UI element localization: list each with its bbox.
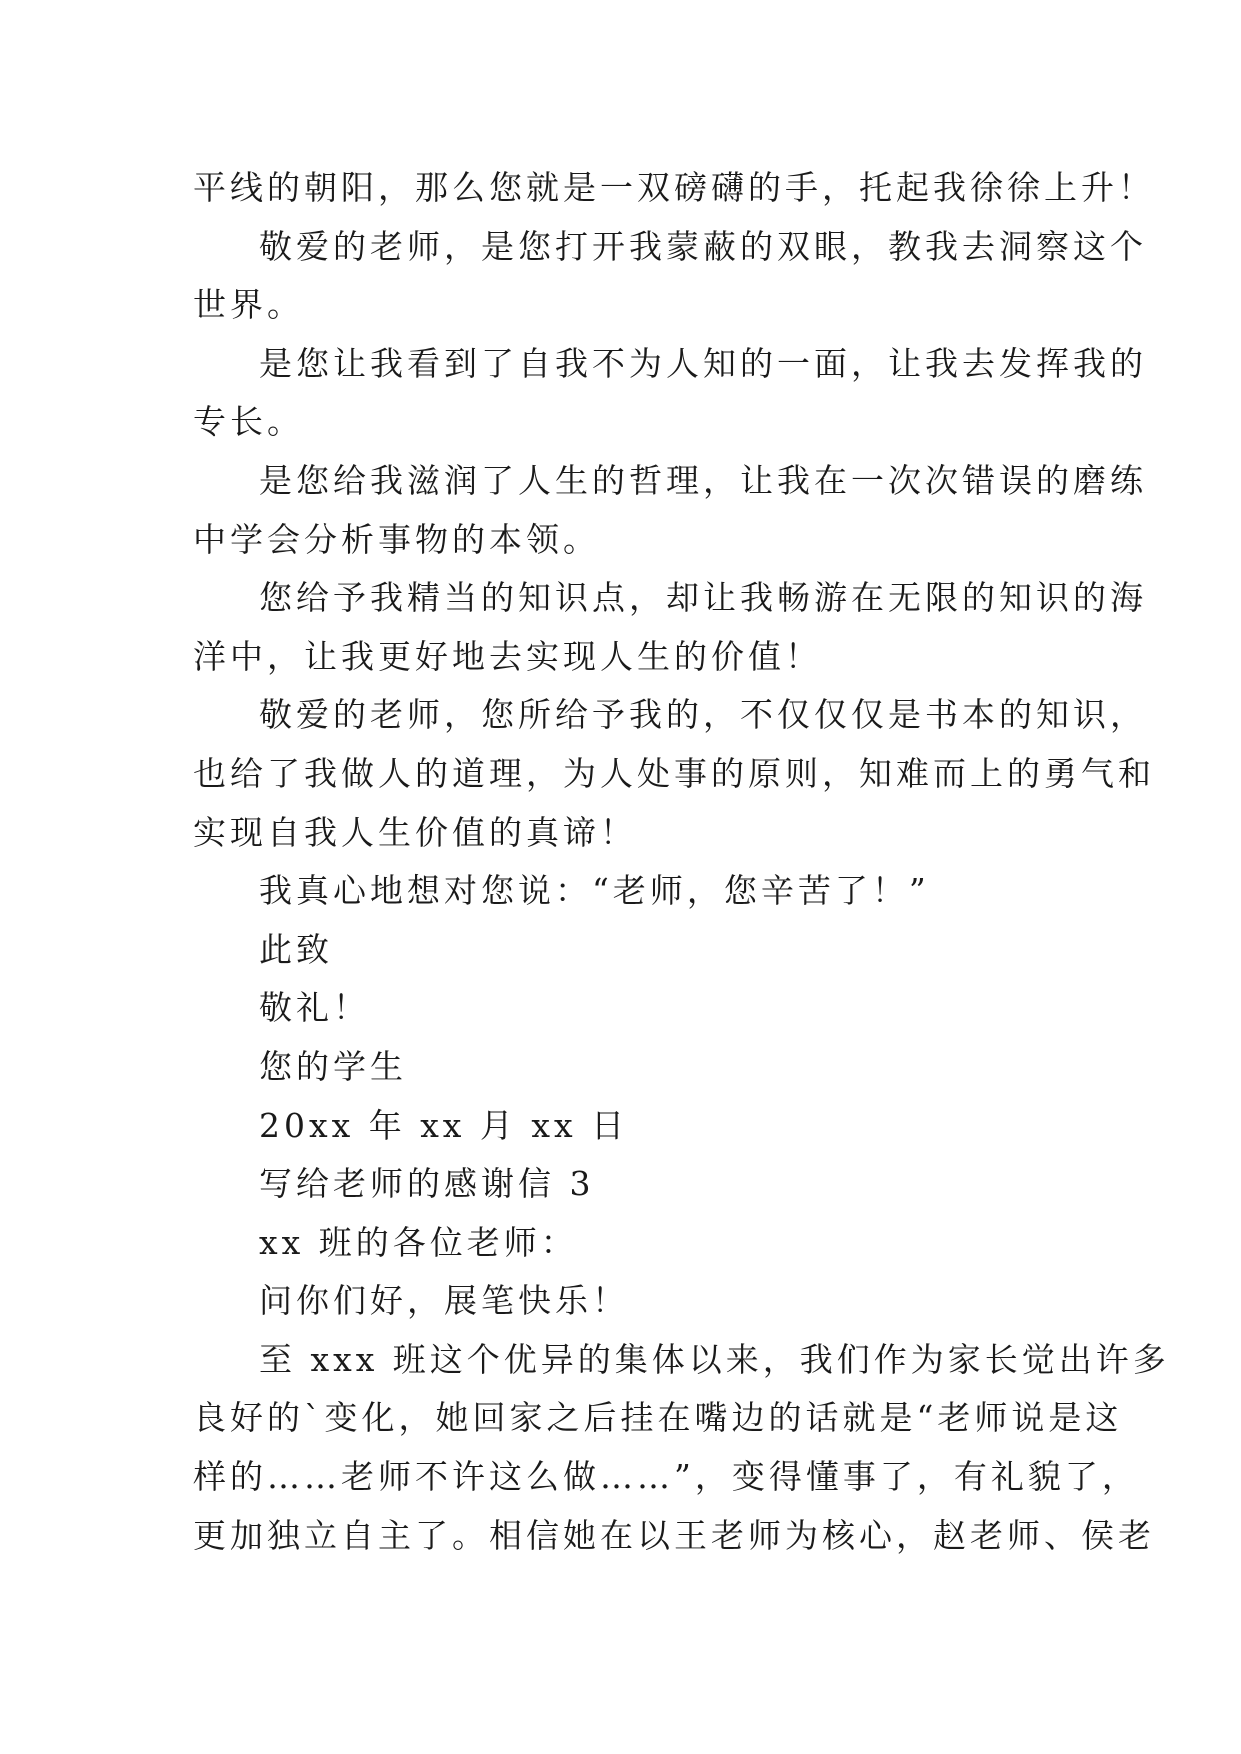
text-line: 我真心地想对您说：“老师，您辛苦了！” (259, 871, 930, 911)
text-line: 也给了我做人的道理，为人处事的原则，知难而上的勇气和 (193, 753, 1155, 793)
text-line: 平线的朝阳，那么您就是一双磅礴的手，托起我徐徐上升！ (193, 168, 1155, 207)
text-line: 至 xxx 班这个优异的集体以来，我们作为家长觉出许多 (259, 1339, 1170, 1379)
text-line: 是您给我滋润了人生的哲理，让我在一次次错误的磨练 (259, 460, 1147, 500)
text-line: 实现自我人生价值的真谛！ (193, 812, 637, 852)
text-line: 世界。 (193, 285, 304, 325)
text-line: 是您让我看到了自我不为人知的一面，让我去发挥我的 (259, 343, 1147, 383)
text-line: 您给予我精当的知识点，却让我畅游在无限的知识的海 (259, 578, 1147, 618)
text-line: 敬爱的老师，是您打开我蒙蔽的双眼，教我去洞察这个 (259, 226, 1147, 266)
text-line: 更加独立自主了。相信她在以王老师为核心，赵老师、侯老 (193, 1515, 1155, 1555)
text-line: 问你们好，展笔快乐！ (259, 1281, 629, 1321)
text-line: 20xx 年 xx 月 xx 日 (259, 1105, 629, 1145)
letter-body (193, 159, 1170, 1565)
text-line: 洋中，让我更好地去实现人生的价值！ (193, 636, 822, 676)
text-line: 写给老师的感谢信 3 (259, 1164, 595, 1204)
text-line: 您的学生 (259, 1046, 407, 1086)
text-line: 专长。 (193, 402, 304, 442)
text-line: 敬爱的老师，您所给予我的，不仅仅仅是书本的知识， (259, 695, 1147, 735)
text-line: 样的……老师不许这么做……”，变得懂事了，有礼貌了， (193, 1457, 1139, 1497)
text-line: 敬礼！ (259, 988, 370, 1028)
text-line: 此致 (259, 929, 333, 969)
text-line: 良好的`变化，她回家之后挂在嘴边的话就是“老师说是这 (193, 1398, 1123, 1438)
text-line: 中学会分析事物的本领。 (193, 519, 600, 559)
text-line: xx 班的各位老师： (259, 1222, 578, 1262)
